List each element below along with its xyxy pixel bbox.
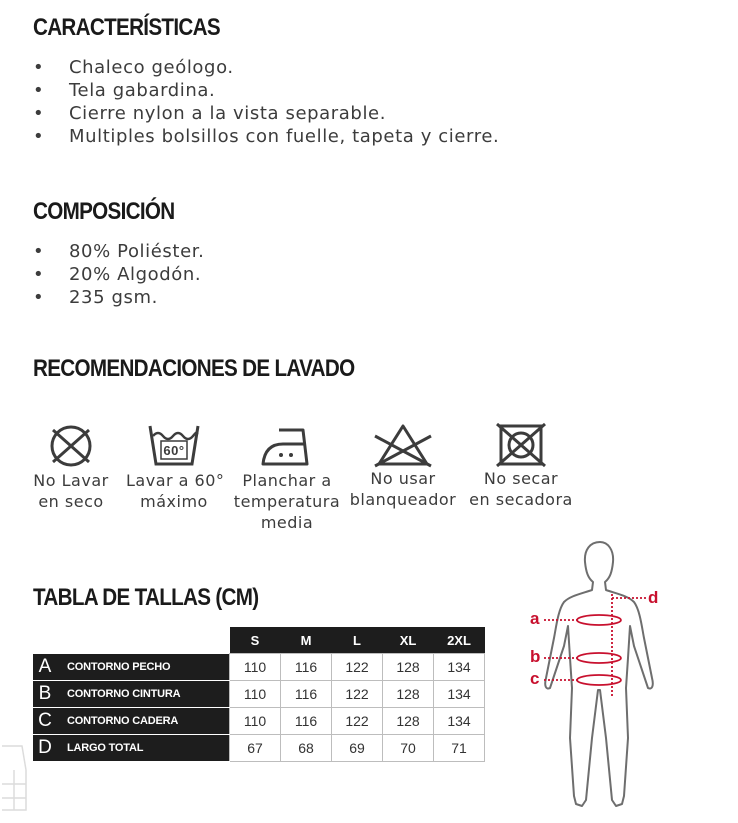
table-row	[33, 708, 485, 735]
care-item-no-tumble	[464, 422, 578, 510]
table-cell: 134	[434, 708, 485, 735]
care-label-line: blanqueador	[349, 490, 457, 509]
size-col-header: 2XL	[434, 627, 485, 654]
row-letter: B	[33, 681, 57, 708]
measure-label-c: c	[530, 669, 540, 688]
care-item-no-dry-clean	[26, 422, 116, 512]
table-row	[33, 681, 485, 708]
table-cell: 134	[434, 654, 485, 681]
list-item: • Chaleco geólogo.	[0, 56, 499, 79]
list-item: • Cierre nylon a la vista separable.	[0, 102, 499, 125]
measure-label-a: a	[530, 609, 540, 628]
row-label: LARGO TOTAL	[57, 735, 230, 762]
list-item: • 80% Poliéster.	[0, 240, 204, 263]
measure-label-b: b	[530, 647, 541, 666]
wash-temp-badge: 60°	[163, 443, 185, 458]
human-silhouette-icon	[545, 542, 653, 806]
measure-label-d: d	[648, 588, 659, 607]
care-item-iron	[231, 424, 343, 533]
table-cell: 122	[332, 654, 383, 681]
size-col-header: S	[230, 627, 281, 654]
care-label-line: en seco	[38, 492, 104, 511]
care-label-line: en secadora	[469, 490, 573, 509]
care-label-line: temperatura	[233, 492, 341, 511]
size-col-header: M	[281, 627, 332, 654]
body-measurement-figure	[520, 538, 670, 813]
watermark-graphic	[0, 740, 34, 820]
table-cell: 110	[230, 681, 281, 708]
composition-title: COMPOSICIÓN	[33, 198, 175, 225]
table-cell: 122	[332, 681, 383, 708]
table-cell: 128	[383, 681, 434, 708]
table-cell: 68	[281, 735, 332, 762]
iron-medium-icon	[259, 424, 315, 470]
size-col-header: L	[332, 627, 383, 654]
table-cell: 116	[281, 654, 332, 681]
care-item-wash-60	[126, 422, 225, 512]
care-title: RECOMENDACIONES DE LAVADO	[33, 355, 355, 382]
no-tumble-dry-icon	[493, 422, 549, 468]
row-letter: A	[33, 654, 57, 681]
care-item-no-bleach	[348, 422, 458, 510]
table-row	[33, 735, 485, 762]
table-cell: 71	[434, 735, 485, 762]
table-cell: 116	[281, 708, 332, 735]
care-label-line: media	[260, 513, 314, 532]
table-cell: 110	[230, 708, 281, 735]
composition-list	[0, 240, 204, 309]
table-cell: 110	[230, 654, 281, 681]
table-row	[33, 654, 485, 681]
care-label-line: No usar	[370, 469, 436, 488]
features-list	[0, 56, 499, 148]
row-letter: C	[33, 708, 57, 735]
care-label-line: No Lavar	[33, 471, 109, 490]
size-header-row	[33, 627, 485, 654]
table-cell: 134	[434, 681, 485, 708]
list-item: • Tela gabardina.	[0, 79, 499, 102]
table-cell: 69	[332, 735, 383, 762]
no-dry-clean-icon	[43, 422, 99, 470]
list-item: • 20% Algodón.	[0, 263, 204, 286]
care-label-line: No secar	[483, 469, 559, 488]
features-title: CARACTERÍSTICAS	[33, 14, 220, 41]
no-bleach-icon	[373, 422, 433, 468]
table-cell: 128	[383, 654, 434, 681]
row-letter: D	[33, 735, 57, 762]
size-table	[33, 627, 485, 762]
table-cell: 116	[281, 681, 332, 708]
care-label-line: Lavar a 60°	[126, 471, 225, 490]
table-cell: 122	[332, 708, 383, 735]
care-label-line: máximo	[140, 492, 208, 511]
sizes-title: TABLA DE TALLAS (CM)	[33, 584, 259, 611]
row-label: CONTORNO CINTURA	[57, 681, 230, 708]
row-label: CONTORNO CADERA	[57, 708, 230, 735]
table-cell: 67	[230, 735, 281, 762]
list-item: • 235 gsm.	[0, 286, 204, 309]
table-cell: 128	[383, 708, 434, 735]
wash-60-icon	[146, 422, 202, 470]
list-item: • Multiples bolsillos con fuelle, tapeta y cierre.	[0, 125, 499, 148]
care-label-line: Planchar a	[242, 471, 332, 490]
size-col-header: XL	[383, 627, 434, 654]
row-label: CONTORNO PECHO	[57, 654, 230, 681]
table-cell: 70	[383, 735, 434, 762]
